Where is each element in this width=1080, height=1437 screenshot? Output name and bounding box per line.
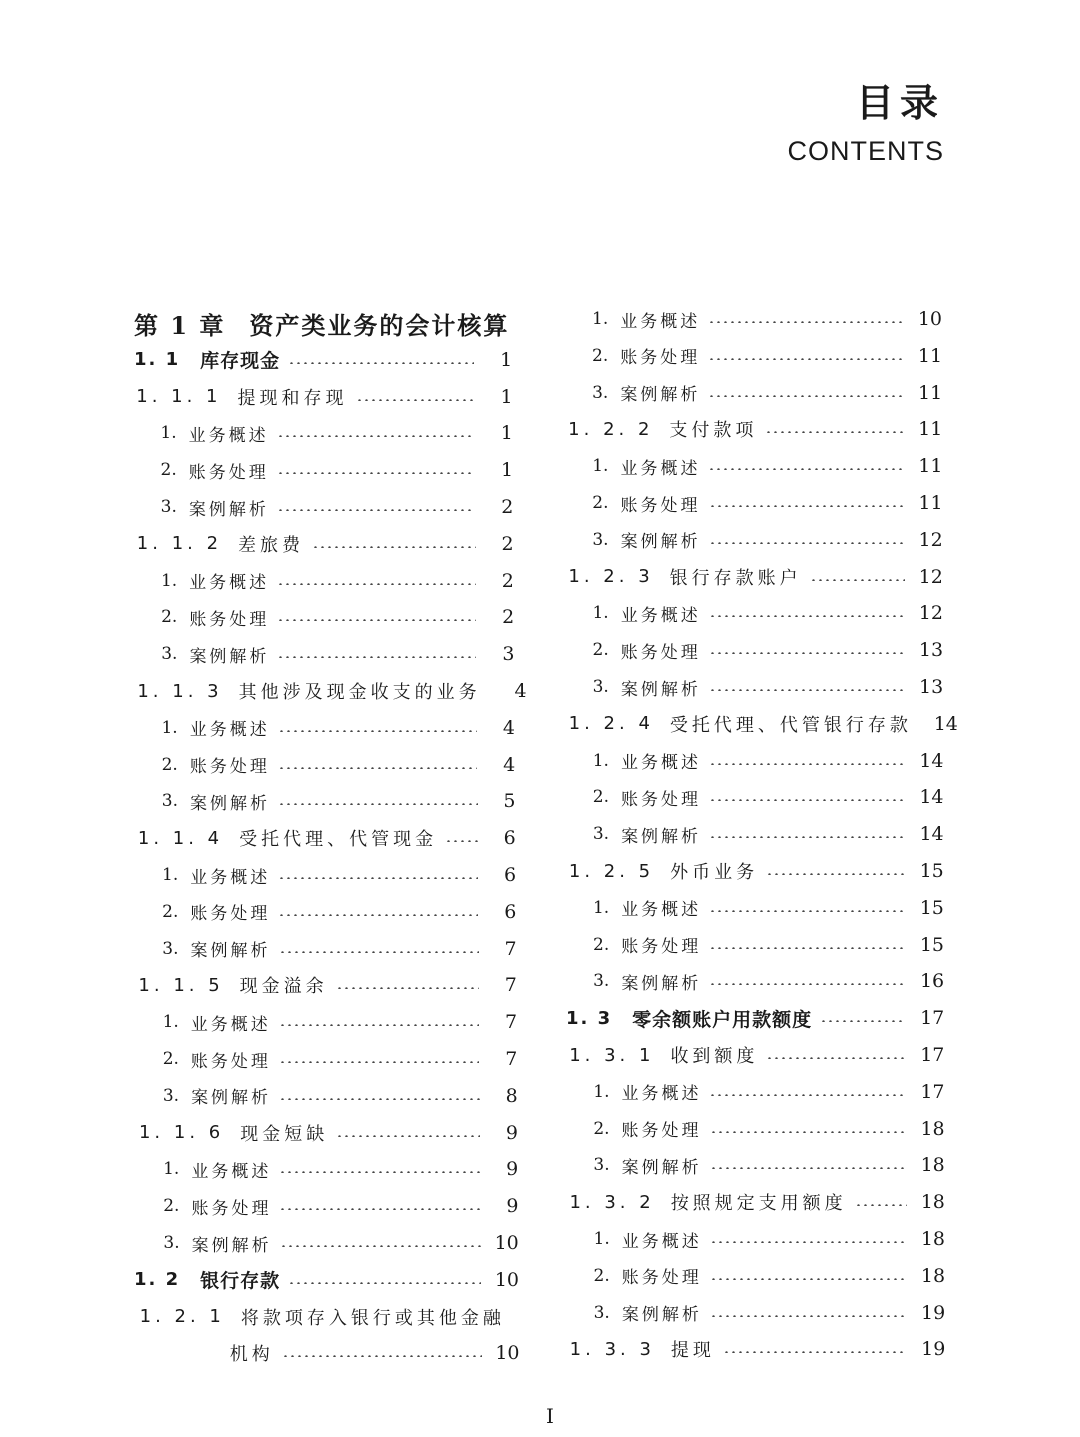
dot-leader [710, 1131, 907, 1133]
dot-leader [709, 652, 905, 654]
toc-entry-number: 3. [592, 677, 609, 697]
toc-entry-page: 11 [917, 344, 943, 367]
toc-entry-number: 3. [162, 1085, 180, 1106]
dot-leader [277, 619, 476, 621]
toc-entry-page: 12 [918, 565, 943, 588]
toc-entry-page: 6 [503, 864, 517, 886]
toc-entry-page: 15 [919, 896, 944, 919]
dot-leader [710, 1278, 907, 1280]
dot-leader [279, 951, 479, 953]
toc-entry-label: 业务概述 [190, 1014, 271, 1035]
toc-entry-page: 11 [918, 455, 943, 478]
toc-entry-page: 7 [505, 1011, 518, 1034]
toc-entry-page: 10 [494, 1268, 520, 1291]
dot-leader [445, 840, 478, 842]
toc-entry-page: 17 [920, 1080, 945, 1103]
toc-entry[interactable] [163, 1078, 518, 1114]
dot-leader [708, 358, 904, 360]
toc-entry-number: 3. [162, 938, 179, 959]
toc-entry[interactable] [569, 853, 944, 889]
toc-entry-page: 18 [920, 1154, 945, 1177]
toc-entry-number: 1. 2. 4 [568, 713, 654, 735]
toc-entry-page: 11 [918, 492, 943, 514]
toc-entry-number: 1. 2 [134, 1269, 181, 1291]
dot-leader [277, 472, 475, 474]
toc-entry[interactable] [592, 375, 942, 411]
toc-entry-label: 案例解析 [621, 826, 702, 847]
toc-entry-page: 3 [502, 643, 515, 666]
toc-entry-number: 3. [161, 644, 178, 665]
toc-entry-number: 1. [592, 897, 610, 918]
toc-entry[interactable] [568, 411, 942, 447]
toc-entry-number: 3. [593, 1302, 610, 1323]
toc-entry[interactable] [593, 743, 944, 779]
dot-leader [709, 836, 906, 838]
toc-entry-page: 4 [503, 753, 516, 776]
toc-entry-page: 10 [917, 308, 942, 330]
dot-leader [277, 509, 475, 511]
toc-entry-label: 银行存款账户 [669, 567, 802, 589]
toc-entry-number: 3. [592, 529, 609, 550]
toc-entry-page: 15 [919, 933, 945, 956]
toc-entry-page: 17 [920, 1007, 945, 1030]
toc-entry-number: 2. [163, 1196, 180, 1217]
toc-entry-number: 2. [592, 787, 609, 808]
toc-entry-number: 2. [593, 1265, 610, 1286]
dot-leader [288, 362, 474, 364]
toc-entry-label: 案例解析 [621, 1305, 702, 1326]
toc-entry-page: 1 [500, 422, 513, 445]
toc-entry-page: 2 [501, 569, 514, 592]
toc-entry-label: 账务处理 [621, 1268, 702, 1289]
toc-entry-label: 账务处理 [189, 757, 270, 778]
toc-entry-label: 账务处理 [188, 462, 269, 483]
toc-entry-label: 账务处理 [621, 789, 701, 810]
toc-entry-label: 账务处理 [190, 1051, 271, 1072]
dot-leader [278, 803, 478, 805]
dot-leader [766, 1057, 906, 1059]
toc-entry-number: 1. [162, 1012, 179, 1033]
toc-entry-label: 受托代理、代管银行存款 [669, 714, 912, 736]
toc-entry-page: 9 [506, 1195, 519, 1218]
dot-leader [710, 1167, 907, 1169]
toc-entry-label: 现金短缺 [240, 1123, 329, 1145]
toc-entry-number: 1. [161, 717, 178, 738]
toc-entry[interactable] [593, 890, 944, 926]
toc-entry-label: 案例解析 [620, 679, 701, 700]
toc-entry-page: 1 [500, 385, 513, 408]
toc-entry-label: 业务概述 [191, 1161, 272, 1182]
toc-entry[interactable] [593, 816, 944, 852]
toc-entry[interactable] [139, 1115, 518, 1151]
toc-entry-label: 零余额账户用款额度 [632, 1008, 813, 1031]
toc-entry-label: 资产类业务的会计核算 [249, 310, 510, 340]
dot-leader [288, 1282, 481, 1284]
toc-entry[interactable] [162, 857, 516, 893]
toc-entry-number: 1. 1. 1 [136, 386, 222, 408]
toc-entry-number: 2. [592, 345, 609, 366]
dot-leader [820, 1020, 906, 1022]
toc-entry-page: 13 [918, 639, 944, 662]
toc-entry-label: 账务处理 [189, 609, 270, 630]
toc-entry[interactable] [134, 342, 512, 378]
toc-entry-number: 1. [162, 865, 179, 885]
toc-entry[interactable] [162, 931, 516, 967]
toc-entry[interactable] [592, 595, 942, 631]
toc-entry-page: 18 [920, 1228, 945, 1250]
toc-entry-page: 12 [918, 602, 943, 625]
dot-leader [356, 399, 475, 401]
toc-entry[interactable] [137, 526, 514, 562]
toc-entry[interactable] [593, 779, 944, 815]
toc-entry-number: 1. [593, 1081, 610, 1102]
toc-entry[interactable] [136, 379, 512, 415]
toc-entry-number: 1. 1 [134, 349, 181, 371]
toc-entry-label: 外币业务 [670, 862, 759, 883]
toc-entry[interactable] [161, 636, 514, 672]
toc-entry[interactable] [594, 1258, 946, 1294]
dot-leader [709, 542, 905, 544]
toc-entry-label: 业务概述 [620, 458, 701, 479]
toc-entry[interactable] [161, 599, 514, 635]
contents-heading [788, 78, 945, 167]
toc-entry-label: 账务处理 [620, 642, 701, 663]
toc-entry-number: 2. [160, 460, 177, 481]
toc-entry-page: 14 [919, 823, 944, 846]
toc-entry[interactable] [163, 1188, 518, 1224]
toc-entry-number: 1. [592, 456, 609, 477]
toc-entry-label: 账务处理 [190, 904, 271, 925]
toc-entry[interactable] [592, 301, 942, 337]
toc-entry-label: 账务处理 [191, 1198, 272, 1219]
toc-entry-number: 3. [593, 1155, 610, 1176]
toc-entry-number: 1. [592, 309, 609, 329]
toc-entry-page: 18 [920, 1264, 946, 1287]
toc-entry-number: 2. [161, 754, 178, 775]
toc-entry-page: 4 [502, 716, 515, 739]
dot-leader [708, 321, 904, 323]
toc-entry-label: 案例解析 [621, 973, 702, 994]
toc-entry-label: 业务概述 [190, 867, 271, 888]
toc-entry-label: 案例解析 [620, 385, 701, 406]
toc-entry-page: 18 [920, 1191, 945, 1214]
toc-entry-page: 18 [920, 1117, 945, 1140]
toc-entry-number: 1. 3. 1 [569, 1044, 655, 1066]
dot-leader [709, 910, 906, 912]
dot-leader [279, 1061, 479, 1063]
dot-leader [279, 1208, 480, 1210]
dot-leader [277, 435, 475, 437]
toc-entry-page: 9 [505, 1121, 518, 1144]
toc-entry-number: 第 1 章 [134, 310, 226, 340]
page-folio: I [546, 1404, 554, 1428]
toc-entry-number: 3. [593, 971, 610, 992]
toc-entry-label: 受托代理、代管现金 [239, 829, 438, 851]
toc-entry-page: 2 [502, 606, 515, 629]
toc-entry-label: 案例解析 [620, 532, 701, 553]
toc-entry-page: 7 [504, 937, 517, 960]
toc-entry-number: 1. 1. 4 [137, 827, 224, 849]
toc-entry[interactable] [163, 1225, 518, 1261]
toc-entry-number: 1. 3 [566, 1007, 613, 1029]
toc-entry[interactable] [593, 1074, 944, 1110]
toc-entry-label: 业务概述 [621, 900, 702, 921]
page-subtitle: CONTENTS [787, 136, 944, 166]
toc-entry-number: 1. 2. 5 [568, 860, 655, 882]
dot-leader [279, 1171, 480, 1173]
toc-entry-label: 案例解析 [621, 1157, 702, 1178]
toc-entry-page: 11 [918, 381, 943, 404]
toc-entry-page: 2 [501, 532, 514, 555]
toc-entry-label: 案例解析 [191, 1235, 272, 1256]
toc-entry-number: 2. [162, 1049, 179, 1069]
toc-entry-number: 1. [160, 423, 177, 444]
toc-entry[interactable] [161, 563, 514, 599]
toc-entry[interactable] [568, 706, 958, 742]
toc-entry[interactable] [592, 448, 942, 484]
dot-leader [723, 1351, 907, 1353]
toc-entry-label: 账务处理 [621, 937, 702, 958]
toc-entry-label: 将款项存入银行或其他金融 [240, 1307, 505, 1329]
dot-leader [710, 1315, 907, 1317]
toc-entry-page: 14 [919, 786, 944, 809]
dot-leader [709, 505, 905, 507]
toc-entry-number: 3. [592, 824, 610, 845]
toc-entry-label: 案例解析 [189, 646, 270, 667]
toc-entry-page: 14 [933, 712, 958, 735]
toc-entry-label: 业务概述 [621, 1084, 702, 1105]
dot-leader [708, 395, 904, 397]
dot-leader [278, 914, 478, 916]
toc-entry-label: 机构 [229, 1344, 274, 1366]
toc-entry-page: 7 [504, 974, 517, 997]
toc-entry-label: 差旅费 [238, 534, 305, 556]
dot-leader [277, 656, 476, 658]
toc-entry-number: 2. [592, 493, 609, 513]
toc-entry-page: 9 [506, 1158, 519, 1181]
toc-entry-page: 8 [505, 1084, 518, 1107]
toc-entry-page: 12 [918, 528, 943, 551]
toc-entry-label: 按照规定支用额度 [670, 1193, 847, 1215]
toc-entry-number: 2. [162, 901, 179, 922]
dot-leader [279, 1098, 480, 1100]
toc-entry-page: 17 [920, 1044, 945, 1066]
toc-entry[interactable] [593, 1111, 944, 1147]
toc-entry-number: 1. 2. 3 [568, 566, 654, 588]
toc-entry-number: 2. [161, 607, 178, 628]
toc-entry-label: 账务处理 [620, 495, 701, 516]
toc-entry-label: 案例解析 [188, 499, 269, 520]
toc-entry[interactable] [162, 894, 516, 930]
toc-entry-label: 账务处理 [621, 1121, 702, 1142]
toc-entry-label: 提现 [670, 1340, 715, 1362]
toc-entry-label: 账务处理 [620, 348, 701, 369]
toc-entry-number: 3. [160, 497, 177, 517]
dot-leader [709, 763, 905, 765]
toc-entry[interactable] [134, 305, 512, 341]
toc-entry-page: 1 [500, 459, 514, 482]
toc-entry[interactable] [161, 489, 514, 525]
dot-leader [710, 1241, 907, 1243]
toc-entry-label: 业务概述 [620, 753, 701, 774]
toc-entry-page: 15 [919, 860, 944, 882]
toc-entry-page: 14 [919, 749, 944, 772]
toc-entry-number: 3. [592, 382, 609, 403]
dot-leader [282, 1355, 482, 1357]
toc-entry[interactable] [161, 710, 514, 746]
toc-entry[interactable] [592, 338, 942, 374]
toc-entry-label: 其他涉及现金收支的业务 [238, 682, 481, 703]
toc-entry[interactable] [160, 415, 512, 451]
toc-entry-page: 16 [919, 970, 945, 993]
toc-entry-number: 1. 3. 3 [569, 1338, 655, 1360]
toc-entry-page: 11 [918, 418, 943, 441]
dot-leader [278, 730, 477, 732]
toc-entry-page: 1 [500, 348, 513, 371]
dot-leader [766, 873, 906, 875]
toc-entry-label: 案例解析 [190, 941, 271, 962]
toc-entry-page: 2 [501, 496, 514, 518]
dot-leader [279, 1024, 479, 1026]
toc-entry[interactable] [593, 1147, 944, 1183]
toc-entry-number: 1. 1. 5 [138, 974, 224, 996]
toc-entry[interactable] [594, 1221, 946, 1257]
toc-entry-label: 业务概述 [620, 311, 701, 332]
toc-entry-label: 业务概述 [621, 1231, 702, 1252]
toc-entry-label: 业务概述 [620, 605, 701, 626]
toc-entry[interactable] [593, 632, 944, 668]
toc-entry-label: 业务概述 [188, 425, 269, 446]
toc-entry-page: 10 [494, 1232, 519, 1254]
toc-entry[interactable] [163, 1041, 518, 1077]
dot-leader [709, 1094, 906, 1096]
toc-entry-page: 13 [919, 676, 944, 698]
toc-entry-number: 1. 3. 2 [569, 1191, 655, 1213]
toc-entry[interactable] [162, 783, 516, 819]
toc-entry-number: 1. 2. 2 [568, 418, 654, 440]
dot-leader [709, 615, 905, 617]
dot-leader [765, 431, 904, 433]
toc-entry-label: 业务概述 [189, 720, 270, 741]
toc-entry-number: 1. 1. 3 [137, 680, 223, 702]
dot-leader [810, 579, 905, 581]
toc-entry[interactable] [138, 820, 516, 856]
toc-entry[interactable] [140, 1299, 520, 1335]
dot-leader [336, 987, 479, 989]
toc-entry-number: 3. [161, 791, 178, 812]
dot-leader [278, 877, 478, 879]
toc-entry-label: 现金溢余 [239, 976, 328, 998]
dot-leader [312, 546, 476, 548]
toc-entry-number: 1. 2. 1 [139, 1306, 225, 1328]
toc-entry-number: 2. [593, 1118, 610, 1139]
toc-entry[interactable] [592, 522, 942, 558]
toc-entry-number: 1. [592, 603, 609, 624]
toc-entry-label: 支付款项 [669, 420, 758, 442]
toc-entry-page: 10 [495, 1342, 520, 1365]
toc-entry[interactable] [592, 485, 942, 521]
toc-entry-label: 库存现金 [200, 350, 281, 373]
toc-entry-number: 2. [592, 640, 609, 661]
toc-entry[interactable] [137, 673, 527, 709]
toc-entry[interactable] [569, 1184, 944, 1220]
toc-entry[interactable] [593, 963, 944, 999]
page-title: 目录 [855, 80, 944, 125]
toc-entry-page: 6 [504, 900, 517, 923]
toc-entry[interactable] [134, 1262, 519, 1298]
toc-entry-number: 1. 1. 2 [136, 533, 223, 555]
toc-entry[interactable] [569, 1037, 944, 1073]
dot-leader [709, 689, 905, 691]
toc-entry-number: 1. [593, 1229, 610, 1249]
toc-entry[interactable] [163, 1151, 518, 1187]
toc-entry-number: 2. [593, 934, 610, 955]
toc-entry[interactable] [568, 559, 942, 595]
toc-entry-page: 4 [514, 680, 527, 702]
toc-entry[interactable] [593, 669, 944, 705]
dot-leader [708, 468, 904, 470]
toc-entry[interactable] [570, 1331, 946, 1367]
dot-leader [277, 583, 476, 585]
toc-entry-page: 19 [921, 1338, 946, 1361]
toc-entry-label: 案例解析 [189, 793, 270, 814]
toc-entry-page: 5 [503, 790, 516, 813]
toc-entry-label: 收到额度 [670, 1046, 759, 1067]
toc-entry-page: 19 [921, 1301, 946, 1324]
toc-entry-label: 案例解析 [191, 1088, 272, 1109]
dot-leader [280, 1245, 481, 1247]
dot-leader [855, 1204, 907, 1206]
toc-entry[interactable] [566, 1000, 944, 1036]
dot-leader [709, 799, 906, 801]
toc-entry-label: 银行存款 [200, 1270, 281, 1293]
toc-entry-number: 1. [160, 570, 178, 591]
dot-leader [709, 947, 906, 949]
toc-entry-page: 7 [505, 1048, 518, 1070]
toc-entry[interactable] [594, 1295, 946, 1331]
toc-entry[interactable] [162, 747, 516, 783]
dot-leader [278, 767, 477, 769]
toc-entry-label: 提现和存现 [237, 387, 348, 409]
toc-entry-number: 1. [592, 750, 609, 771]
toc-entry[interactable] [593, 927, 944, 963]
toc-entry[interactable] [138, 967, 516, 1003]
toc-entry-page: 6 [503, 827, 516, 850]
dot-leader [709, 983, 906, 985]
toc-entry[interactable] [163, 1004, 518, 1040]
toc-entry[interactable] [161, 452, 514, 488]
dot-leader [336, 1135, 480, 1137]
toc-entry-number: 3. [163, 1233, 180, 1253]
toc-entry-label: 业务概述 [189, 573, 270, 594]
toc-entry-number: 1. 1. 6 [138, 1122, 225, 1144]
toc-entry-number: 1. [163, 1159, 180, 1180]
toc-entry[interactable] [230, 1335, 520, 1371]
